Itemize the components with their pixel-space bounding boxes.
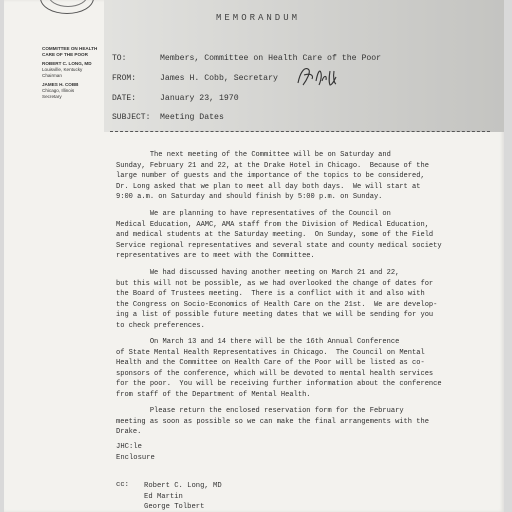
to-label: TO: — [112, 54, 127, 63]
subject-value: Meeting Dates — [160, 113, 224, 122]
enclosure-note: Enclosure — [116, 454, 155, 462]
date-value: January 23, 1970 — [160, 94, 239, 103]
memo-title: MEMORANDUM — [216, 13, 301, 23]
from-label: FROM: — [112, 74, 137, 83]
cc-list — [144, 481, 222, 512]
paragraph-3: We had discussed having another meeting on March 21 and 22, but this will not be possible, as we had overlooked the change of dates for the Board of Trustees meeting. There is a conflict with it and also with the Congress on Socio-Economics of Health Care on the 21st. We are develop- ing a list of possible future meeting dates that we will be sending for you to check preferences. — [116, 269, 438, 330]
header-divider — [110, 131, 490, 132]
memo-page — [4, 0, 504, 512]
association-seal-logo — [40, 0, 94, 14]
date-label: DATE: — [112, 94, 137, 103]
to-value: Members, Committee on Health Care of the Poor — [160, 54, 382, 63]
chairman-entry: ROBERT C. LONG, MD Louisville, Kentucky Chairman — [42, 61, 92, 78]
paragraph-4: On March 13 and 14 there will be the 16th Annual Conference of State Mental Health Representatives in Chicago. The Council on Mental Health and the Committee on Health Care of the Poor will be listed as co- sponsors of the conference, which will be devoted to mental health services for the poor. You will be receiving further information about the conference from staff of the Department of Mental Health. — [116, 338, 442, 399]
handwritten-signature — [294, 63, 342, 89]
cc-recipient: Robert C. Long, MD — [144, 482, 222, 490]
cc-label: cc: — [116, 481, 129, 489]
committee-name: COMMITTEE ON HEALTH CARE OF THE POOR — [42, 46, 98, 57]
letterhead-sidebar — [42, 46, 104, 103]
cc-recipient: George Tolbert — [144, 503, 205, 511]
typist-initials: JHC:le — [116, 443, 142, 451]
paragraph-2: We are planning to have representatives of the Council on Medical Education, AAMC, AMA staff from the Division of Medical Education, and medical students at the Saturday meeting. On Sunday, some of the Field Service regional representatives and several state and county medical society representatives are to meet with the Committee. — [116, 210, 442, 260]
paragraph-5: Please return the enclosed reservation form for the February meeting as soon as possible so we can make the final arrangements with the Drake. — [116, 407, 429, 436]
cc-recipient: Ed Martin — [144, 492, 183, 501]
from-value: James H. Cobb, Secretary — [160, 74, 278, 83]
paragraph-1: The next meeting of the Committee will be on Saturday and Sunday, February 21 and 22, at the Drake Hotel in Chicago. Because of the large number of guests and the importance of the topics to be considered, Dr. Long asked that we plan to meet all day both days. We will start at 9:00 a.m. on Saturday and should finish by 5:00 p.m. on Sunday. — [116, 151, 429, 201]
secretary-entry: JAMES H. COBB Chicago, Illinois Secretary — [42, 82, 79, 99]
subject-label: SUBJECT: — [112, 113, 151, 122]
